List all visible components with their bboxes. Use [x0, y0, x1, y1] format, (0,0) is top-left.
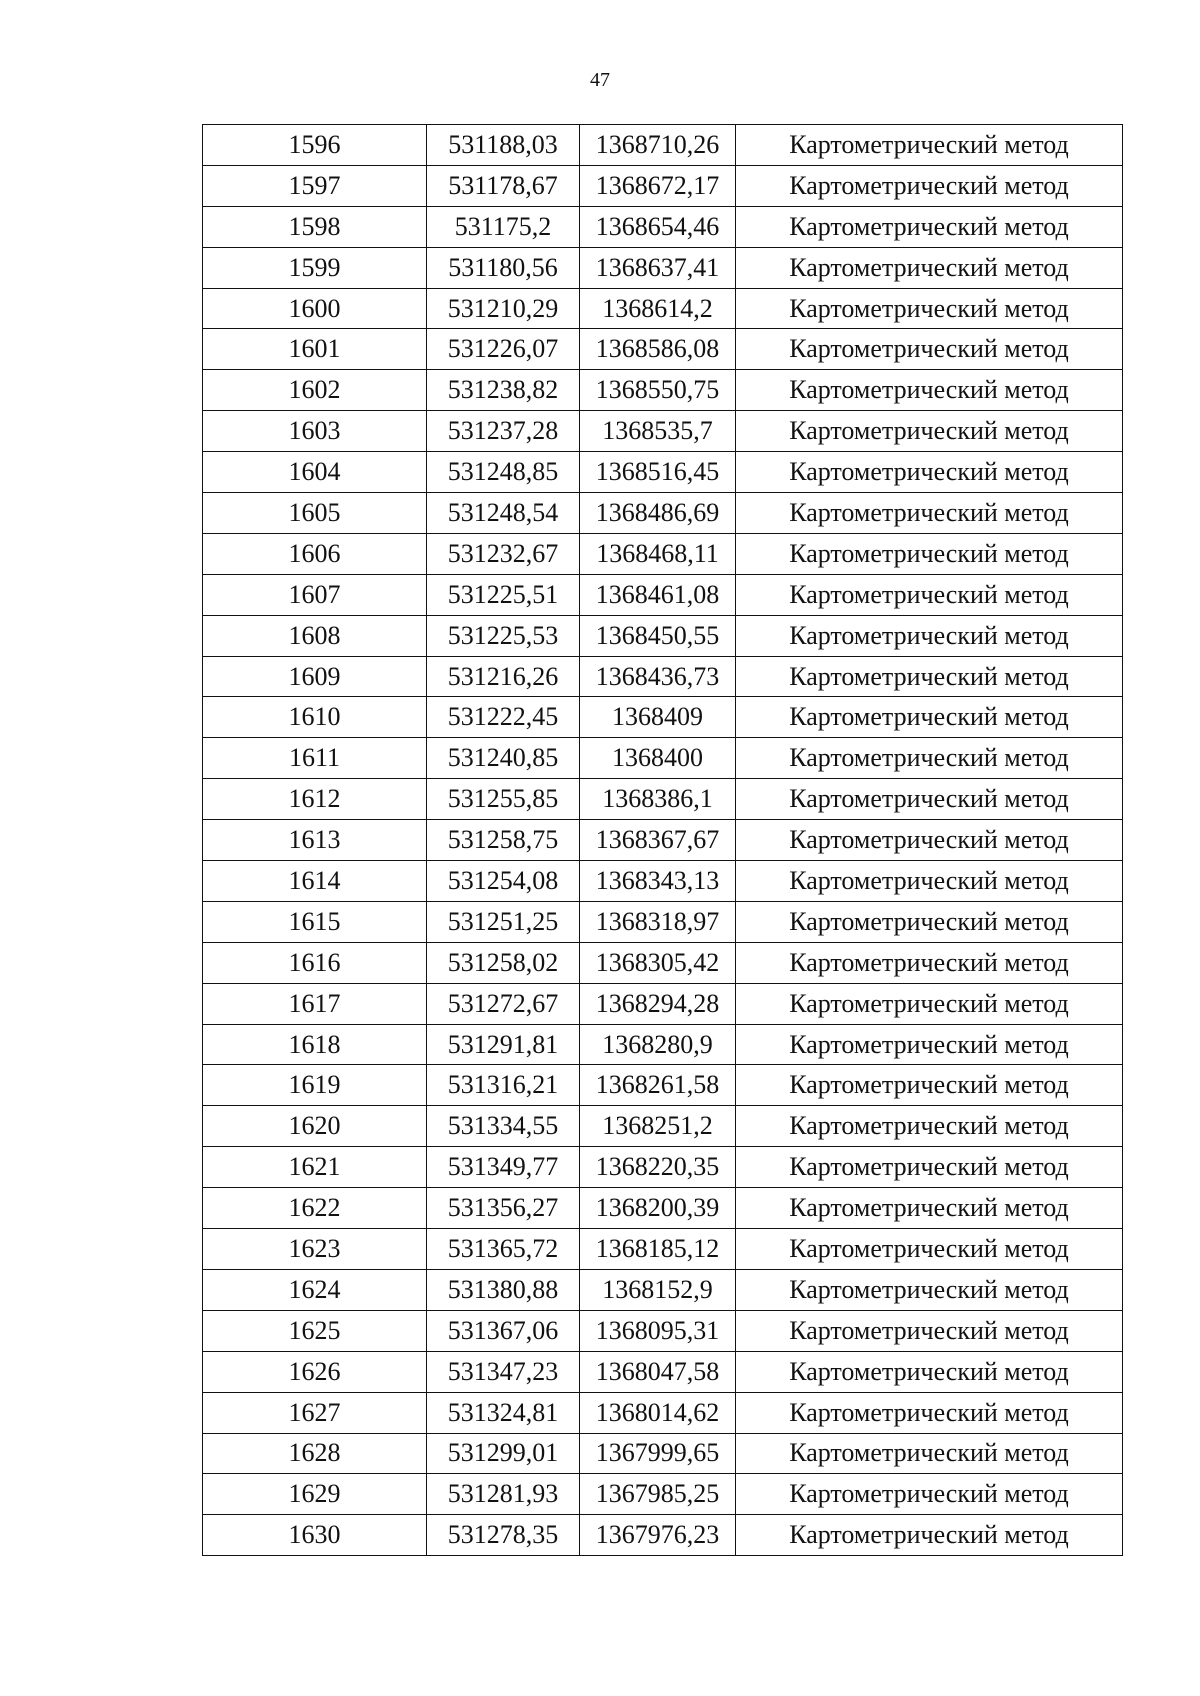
x-coordinate-cell: 531237,28 [427, 411, 580, 452]
table-row [203, 615, 1123, 656]
point-number-cell: 1603 [203, 411, 427, 452]
x-coordinate-cell: 531255,85 [427, 779, 580, 820]
method-cell: Картометрический метод [736, 779, 1123, 820]
method-cell: Картометрический метод [736, 1433, 1123, 1474]
method-cell: Картометрический метод [736, 165, 1123, 206]
point-number-cell: 1611 [203, 738, 427, 779]
table-row [203, 1351, 1123, 1392]
table-row [203, 697, 1123, 738]
table-row [203, 1433, 1123, 1474]
table-row [203, 1024, 1123, 1065]
method-cell: Картометрический метод [736, 983, 1123, 1024]
point-number-cell: 1628 [203, 1433, 427, 1474]
method-cell: Картометрический метод [736, 942, 1123, 983]
method-cell: Картометрический метод [736, 820, 1123, 861]
table-row [203, 452, 1123, 493]
point-number-cell: 1617 [203, 983, 427, 1024]
point-number-cell: 1618 [203, 1024, 427, 1065]
method-cell: Картометрический метод [736, 861, 1123, 902]
x-coordinate-cell: 531258,02 [427, 942, 580, 983]
x-coordinate-cell: 531324,81 [427, 1392, 580, 1433]
y-coordinate-cell: 1368014,62 [580, 1392, 736, 1433]
y-coordinate-cell: 1368367,67 [580, 820, 736, 861]
table-row [203, 533, 1123, 574]
y-coordinate-cell: 1367999,65 [580, 1433, 736, 1474]
table-row [203, 329, 1123, 370]
y-coordinate-cell: 1367976,23 [580, 1515, 736, 1556]
method-cell: Картометрический метод [736, 1147, 1123, 1188]
method-cell: Картометрический метод [736, 697, 1123, 738]
x-coordinate-cell: 531367,06 [427, 1310, 580, 1351]
method-cell: Картометрический метод [736, 1065, 1123, 1106]
point-number-cell: 1602 [203, 370, 427, 411]
method-cell: Картометрический метод [736, 533, 1123, 574]
y-coordinate-cell: 1368305,42 [580, 942, 736, 983]
x-coordinate-cell: 531248,85 [427, 452, 580, 493]
table-row [203, 1392, 1123, 1433]
y-coordinate-cell: 1368152,9 [580, 1269, 736, 1310]
point-number-cell: 1609 [203, 656, 427, 697]
x-coordinate-cell: 531216,26 [427, 656, 580, 697]
table-row [203, 1188, 1123, 1229]
method-cell: Картометрический метод [736, 574, 1123, 615]
y-coordinate-cell: 1368672,17 [580, 165, 736, 206]
method-cell: Картометрический метод [736, 901, 1123, 942]
y-coordinate-cell: 1368047,58 [580, 1351, 736, 1392]
x-coordinate-cell: 531238,82 [427, 370, 580, 411]
point-number-cell: 1605 [203, 493, 427, 534]
y-coordinate-cell: 1368710,26 [580, 125, 736, 166]
y-coordinate-cell: 1368400 [580, 738, 736, 779]
point-number-cell: 1615 [203, 901, 427, 942]
point-number-cell: 1600 [203, 288, 427, 329]
point-number-cell: 1604 [203, 452, 427, 493]
method-cell: Картометрический метод [736, 1024, 1123, 1065]
y-coordinate-cell: 1368294,28 [580, 983, 736, 1024]
table-row [203, 288, 1123, 329]
x-coordinate-cell: 531347,23 [427, 1351, 580, 1392]
x-coordinate-cell: 531254,08 [427, 861, 580, 902]
table-row [203, 861, 1123, 902]
point-number-cell: 1614 [203, 861, 427, 902]
x-coordinate-cell: 531281,93 [427, 1474, 580, 1515]
table-row [203, 1147, 1123, 1188]
x-coordinate-cell: 531291,81 [427, 1024, 580, 1065]
x-coordinate-cell: 531210,29 [427, 288, 580, 329]
point-number-cell: 1596 [203, 125, 427, 166]
table-row [203, 820, 1123, 861]
y-coordinate-cell: 1368261,58 [580, 1065, 736, 1106]
point-number-cell: 1622 [203, 1188, 427, 1229]
method-cell: Картометрический метод [736, 1188, 1123, 1229]
method-cell: Картометрический метод [736, 370, 1123, 411]
method-cell: Картометрический метод [736, 125, 1123, 166]
x-coordinate-cell: 531225,51 [427, 574, 580, 615]
x-coordinate-cell: 531349,77 [427, 1147, 580, 1188]
point-number-cell: 1629 [203, 1474, 427, 1515]
table-row [203, 1106, 1123, 1147]
y-coordinate-cell: 1368654,46 [580, 206, 736, 247]
table-row [203, 942, 1123, 983]
point-number-cell: 1623 [203, 1229, 427, 1270]
y-coordinate-cell: 1368185,12 [580, 1229, 736, 1270]
x-coordinate-cell: 531180,56 [427, 247, 580, 288]
table-row [203, 1269, 1123, 1310]
x-coordinate-cell: 531226,07 [427, 329, 580, 370]
y-coordinate-cell: 1368586,08 [580, 329, 736, 370]
y-coordinate-cell: 1367985,25 [580, 1474, 736, 1515]
table-row [203, 1065, 1123, 1106]
x-coordinate-cell: 531258,75 [427, 820, 580, 861]
point-number-cell: 1601 [203, 329, 427, 370]
y-coordinate-cell: 1368468,11 [580, 533, 736, 574]
y-coordinate-cell: 1368461,08 [580, 574, 736, 615]
method-cell: Картометрический метод [736, 1474, 1123, 1515]
table-row [203, 493, 1123, 534]
point-number-cell: 1610 [203, 697, 427, 738]
method-cell: Картометрический метод [736, 738, 1123, 779]
table-row [203, 1474, 1123, 1515]
point-number-cell: 1606 [203, 533, 427, 574]
y-coordinate-cell: 1368486,69 [580, 493, 736, 534]
x-coordinate-cell: 531278,35 [427, 1515, 580, 1556]
y-coordinate-cell: 1368200,39 [580, 1188, 736, 1229]
x-coordinate-cell: 531316,21 [427, 1065, 580, 1106]
point-number-cell: 1597 [203, 165, 427, 206]
x-coordinate-cell: 531251,25 [427, 901, 580, 942]
y-coordinate-cell: 1368343,13 [580, 861, 736, 902]
y-coordinate-cell: 1368436,73 [580, 656, 736, 697]
table-row [203, 779, 1123, 820]
x-coordinate-cell: 531175,2 [427, 206, 580, 247]
method-cell: Картометрический метод [736, 206, 1123, 247]
x-coordinate-cell: 531299,01 [427, 1433, 580, 1474]
method-cell: Картометрический метод [736, 656, 1123, 697]
x-coordinate-cell: 531232,67 [427, 533, 580, 574]
y-coordinate-cell: 1368251,2 [580, 1106, 736, 1147]
point-number-cell: 1612 [203, 779, 427, 820]
point-number-cell: 1619 [203, 1065, 427, 1106]
point-number-cell: 1608 [203, 615, 427, 656]
table-row [203, 125, 1123, 166]
y-coordinate-cell: 1368220,35 [580, 1147, 736, 1188]
x-coordinate-cell: 531248,54 [427, 493, 580, 534]
x-coordinate-cell: 531365,72 [427, 1229, 580, 1270]
method-cell: Картометрический метод [736, 411, 1123, 452]
table-row [203, 1229, 1123, 1270]
x-coordinate-cell: 531188,03 [427, 125, 580, 166]
method-cell: Картометрический метод [736, 1392, 1123, 1433]
y-coordinate-cell: 1368095,31 [580, 1310, 736, 1351]
point-number-cell: 1599 [203, 247, 427, 288]
y-coordinate-cell: 1368535,7 [580, 411, 736, 452]
method-cell: Картометрический метод [736, 1351, 1123, 1392]
x-coordinate-cell: 531380,88 [427, 1269, 580, 1310]
point-number-cell: 1613 [203, 820, 427, 861]
method-cell: Картометрический метод [736, 1310, 1123, 1351]
coordinates-table-body [203, 125, 1123, 1556]
table-row [203, 656, 1123, 697]
method-cell: Картометрический метод [736, 247, 1123, 288]
y-coordinate-cell: 1368318,97 [580, 901, 736, 942]
point-number-cell: 1616 [203, 942, 427, 983]
table-row [203, 411, 1123, 452]
point-number-cell: 1598 [203, 206, 427, 247]
table-row [203, 370, 1123, 411]
x-coordinate-cell: 531272,67 [427, 983, 580, 1024]
table-row [203, 983, 1123, 1024]
point-number-cell: 1621 [203, 1147, 427, 1188]
method-cell: Картометрический метод [736, 1106, 1123, 1147]
x-coordinate-cell: 531356,27 [427, 1188, 580, 1229]
point-number-cell: 1624 [203, 1269, 427, 1310]
y-coordinate-cell: 1368550,75 [580, 370, 736, 411]
table-row [203, 206, 1123, 247]
method-cell: Картометрический метод [736, 493, 1123, 534]
page-number: 47 [590, 69, 610, 91]
y-coordinate-cell: 1368450,55 [580, 615, 736, 656]
x-coordinate-cell: 531240,85 [427, 738, 580, 779]
table-row [203, 165, 1123, 206]
point-number-cell: 1625 [203, 1310, 427, 1351]
point-number-cell: 1626 [203, 1351, 427, 1392]
table-row [203, 1310, 1123, 1351]
method-cell: Картометрический метод [736, 1269, 1123, 1310]
x-coordinate-cell: 531222,45 [427, 697, 580, 738]
table-row [203, 574, 1123, 615]
point-number-cell: 1620 [203, 1106, 427, 1147]
method-cell: Картометрический метод [736, 615, 1123, 656]
table-row [203, 1515, 1123, 1556]
y-coordinate-cell: 1368516,45 [580, 452, 736, 493]
method-cell: Картометрический метод [736, 1229, 1123, 1270]
y-coordinate-cell: 1368280,9 [580, 1024, 736, 1065]
table-row [203, 247, 1123, 288]
method-cell: Картометрический метод [736, 1515, 1123, 1556]
table-row [203, 901, 1123, 942]
coordinates-table [202, 124, 1123, 1556]
y-coordinate-cell: 1368614,2 [580, 288, 736, 329]
x-coordinate-cell: 531225,53 [427, 615, 580, 656]
method-cell: Картометрический метод [736, 329, 1123, 370]
x-coordinate-cell: 531334,55 [427, 1106, 580, 1147]
point-number-cell: 1630 [203, 1515, 427, 1556]
method-cell: Картометрический метод [736, 288, 1123, 329]
x-coordinate-cell: 531178,67 [427, 165, 580, 206]
point-number-cell: 1607 [203, 574, 427, 615]
y-coordinate-cell: 1368637,41 [580, 247, 736, 288]
y-coordinate-cell: 1368386,1 [580, 779, 736, 820]
y-coordinate-cell: 1368409 [580, 697, 736, 738]
point-number-cell: 1627 [203, 1392, 427, 1433]
method-cell: Картометрический метод [736, 452, 1123, 493]
table-row [203, 738, 1123, 779]
